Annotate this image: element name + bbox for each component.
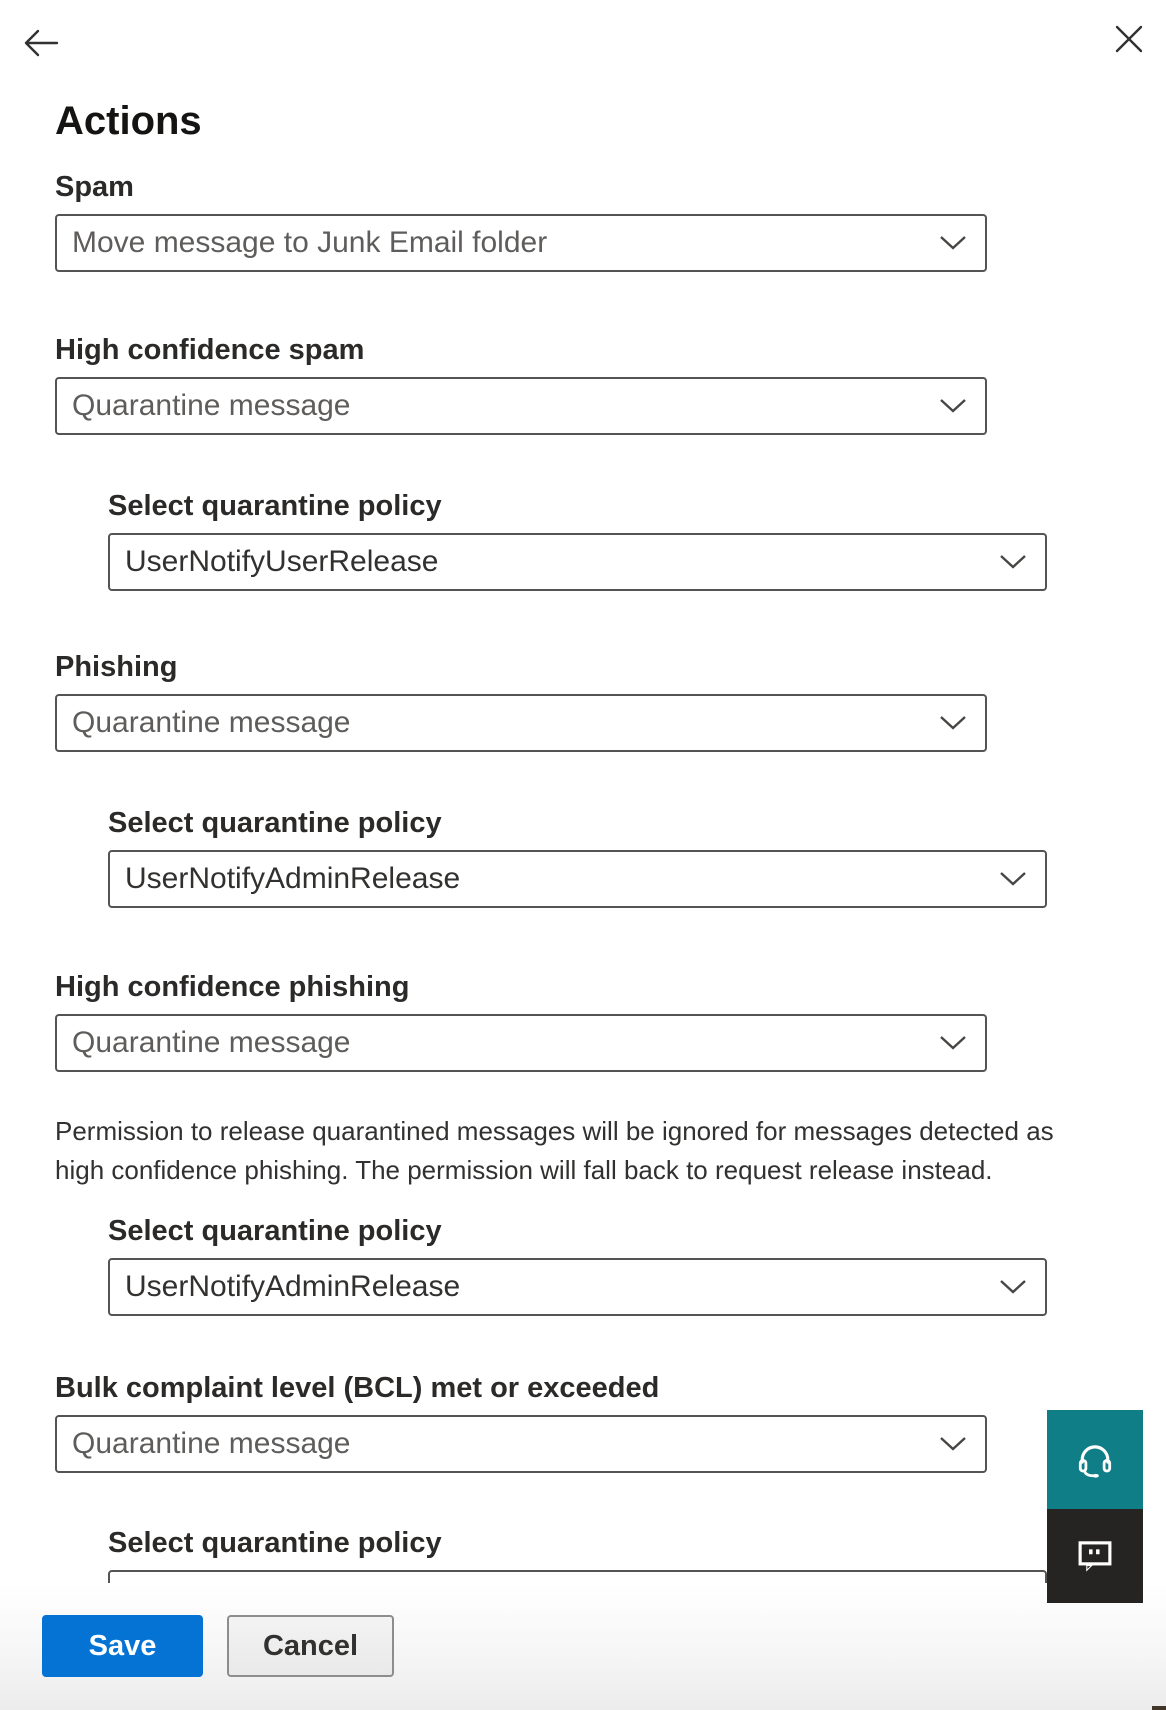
hcp-note: Permission to release quarantined messages will be ignored for messages detected as high confidence phishing. The permission will fall back to request release instead. [55, 1116, 1054, 1185]
phishing-dropdown[interactable] [55, 694, 987, 752]
spam-dropdown[interactable] [55, 214, 987, 272]
hcp-policy-field [108, 1216, 1166, 1316]
high-confidence-spam-policy-field [108, 491, 1166, 591]
headset-icon [1074, 1439, 1116, 1481]
close-button[interactable] [1113, 24, 1145, 56]
page-title: Actions [55, 99, 202, 143]
bcl-field [55, 1373, 1166, 1473]
support-button[interactable] [1047, 1410, 1143, 1509]
chevron-down-icon [939, 715, 967, 731]
form [55, 172, 1166, 1628]
high-confidence-spam-field [55, 335, 1166, 435]
high-confidence-phishing-field [55, 972, 1166, 1072]
bcl-dropdown[interactable] [55, 1415, 987, 1473]
phishing-policy-dropdown[interactable] [108, 850, 1047, 908]
phishing-policy-field [108, 808, 1166, 908]
corner-sliver [1152, 1706, 1166, 1710]
field-label: High confidence phishing [55, 971, 410, 1003]
chevron-down-icon [939, 1436, 967, 1452]
phishing-field [55, 652, 1166, 752]
footer-bar [0, 1583, 1166, 1710]
close-icon [1114, 24, 1144, 54]
cancel-button[interactable]: Cancel [227, 1615, 394, 1677]
spam-field [55, 172, 1166, 272]
dropdown-value: Quarantine message [72, 1427, 351, 1460]
chevron-down-icon [939, 398, 967, 414]
field-label: Select quarantine policy [108, 807, 442, 839]
back-button[interactable] [23, 28, 59, 58]
chevron-down-icon [999, 554, 1027, 570]
field-label: Phishing [55, 651, 178, 683]
field-label: Spam [55, 171, 134, 203]
dropdown-value: UserNotifyUserRelease [125, 545, 439, 578]
high-confidence-phishing-dropdown[interactable] [55, 1014, 987, 1072]
dropdown-value: Quarantine message [72, 1026, 351, 1059]
feedback-icon [1074, 1535, 1116, 1577]
arrow-left-icon [23, 28, 59, 58]
field-label: Select quarantine policy [108, 1527, 442, 1559]
chevron-down-icon [939, 1035, 967, 1051]
chevron-down-icon [999, 1279, 1027, 1295]
dropdown-value: Quarantine message [72, 389, 351, 422]
high-confidence-spam-dropdown[interactable] [55, 377, 987, 435]
field-label: High confidence spam [55, 334, 365, 366]
save-button[interactable]: Save [42, 1615, 203, 1677]
chevron-down-icon [999, 871, 1027, 887]
field-label: Select quarantine policy [108, 490, 442, 522]
dropdown-value: Quarantine message [72, 706, 351, 739]
dropdown-value: Move message to Junk Email folder [72, 226, 548, 259]
chevron-down-icon [939, 235, 967, 251]
field-label: Bulk complaint level (BCL) met or exceeded [55, 1372, 660, 1404]
field-label: Select quarantine policy [108, 1215, 442, 1247]
feedback-button[interactable] [1047, 1509, 1143, 1603]
high-confidence-spam-policy-dropdown[interactable] [108, 533, 1047, 591]
dropdown-value: UserNotifyAdminRelease [125, 1270, 461, 1303]
hcp-policy-dropdown[interactable] [108, 1258, 1047, 1316]
dropdown-value: UserNotifyAdminRelease [125, 862, 461, 895]
